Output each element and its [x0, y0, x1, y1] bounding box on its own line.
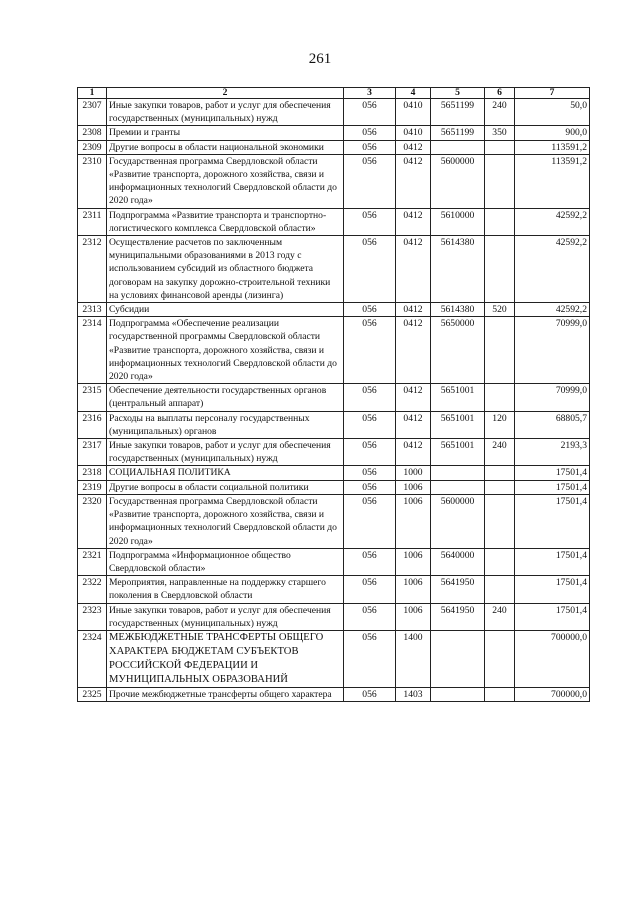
row-name: Обеспечение деятельности государственных органов (центральный аппарат) — [107, 384, 344, 411]
row-col4: 1400 — [396, 630, 431, 687]
table-row — [78, 99, 590, 126]
row-col4: 0412 — [396, 208, 431, 235]
row-col6 — [485, 154, 515, 208]
table-row — [78, 384, 590, 411]
row-name: Государственная программа Свердловской области «Развитие транспорта, дорожного хозяйства, связи и информационных технологий Свердловской области до 2020 года» — [107, 494, 344, 548]
row-number: 2314 — [78, 317, 107, 384]
row-col6 — [485, 548, 515, 575]
row-col5 — [431, 687, 485, 701]
column-header: 6 — [485, 88, 515, 99]
row-amount: 17501,4 — [515, 480, 590, 494]
table-row — [78, 236, 590, 303]
row-number: 2318 — [78, 466, 107, 480]
row-number: 2324 — [78, 630, 107, 687]
row-col5: 5614380 — [431, 236, 485, 303]
row-col5: 5641950 — [431, 603, 485, 630]
row-col4: 0412 — [396, 140, 431, 154]
column-header: 2 — [107, 88, 344, 99]
table-row — [78, 303, 590, 317]
row-col5 — [431, 466, 485, 480]
row-col5 — [431, 630, 485, 687]
row-amount: 700000,0 — [515, 630, 590, 687]
row-amount: 70999,0 — [515, 384, 590, 411]
row-col4: 0412 — [396, 411, 431, 438]
table-row — [78, 576, 590, 603]
row-col6: 120 — [485, 411, 515, 438]
row-col3: 056 — [344, 317, 396, 384]
row-name: Субсидии — [107, 303, 344, 317]
row-number: 2319 — [78, 480, 107, 494]
row-col4: 0412 — [396, 303, 431, 317]
row-col6 — [485, 576, 515, 603]
row-col3: 056 — [344, 466, 396, 480]
row-col6 — [485, 317, 515, 384]
table-row — [78, 494, 590, 548]
row-col3: 056 — [344, 548, 396, 575]
row-number: 2317 — [78, 439, 107, 466]
row-number: 2310 — [78, 154, 107, 208]
row-col5: 5650000 — [431, 317, 485, 384]
row-col5: 5640000 — [431, 548, 485, 575]
row-name: Подпрограмма «Обеспечение реализации государственной программы Свердловской области «Развитие транспорта, дорожного хозяйства, связи и информационных технологий Свердловской области до 2020 года» — [107, 317, 344, 384]
row-col5 — [431, 140, 485, 154]
page-number: 261 — [308, 51, 332, 67]
row-col5: 5651001 — [431, 384, 485, 411]
row-number: 2313 — [78, 303, 107, 317]
row-col6 — [485, 140, 515, 154]
row-amount: 17501,4 — [515, 576, 590, 603]
row-col3: 056 — [344, 303, 396, 317]
row-amount: 70999,0 — [515, 317, 590, 384]
row-amount: 700000,0 — [515, 687, 590, 701]
row-col4: 0412 — [396, 317, 431, 384]
column-header: 1 — [78, 88, 107, 99]
row-col4: 1000 — [396, 466, 431, 480]
row-name: Иные закупки товаров, работ и услуг для обеспечения государственных (муниципальных) нужд — [107, 439, 344, 466]
header-row — [78, 88, 590, 99]
row-col3: 056 — [344, 236, 396, 303]
row-name: Иные закупки товаров, работ и услуг для обеспечения государственных (муниципальных) нужд — [107, 603, 344, 630]
row-col5: 5641950 — [431, 576, 485, 603]
row-col6: 240 — [485, 99, 515, 126]
column-header: 5 — [431, 88, 485, 99]
row-amount: 113591,2 — [515, 140, 590, 154]
row-col3: 056 — [344, 126, 396, 140]
row-col3: 056 — [344, 480, 396, 494]
table-row — [78, 140, 590, 154]
row-amount: 900,0 — [515, 126, 590, 140]
table-row — [78, 439, 590, 466]
row-col3: 056 — [344, 99, 396, 126]
row-col3: 056 — [344, 140, 396, 154]
row-col5: 5600000 — [431, 494, 485, 548]
row-amount: 42592,2 — [515, 208, 590, 235]
row-number: 2321 — [78, 548, 107, 575]
column-header: 7 — [515, 88, 590, 99]
row-col3: 056 — [344, 154, 396, 208]
table-row — [78, 208, 590, 235]
row-col6 — [485, 236, 515, 303]
row-col4: 0410 — [396, 126, 431, 140]
row-col6: 240 — [485, 439, 515, 466]
row-number: 2307 — [78, 99, 107, 126]
table-row — [78, 548, 590, 575]
row-col6: 350 — [485, 126, 515, 140]
row-col4: 1006 — [396, 576, 431, 603]
row-number: 2312 — [78, 236, 107, 303]
table-row — [78, 411, 590, 438]
row-col6 — [485, 630, 515, 687]
table-row — [78, 630, 590, 687]
row-name: МЕЖБЮДЖЕТНЫЕ ТРАНСФЕРТЫ ОБЩЕГО ХАРАКТЕРА БЮДЖЕТАМ СУБЪЕКТОВ РОССИЙСКОЙ ФЕДЕРАЦИИ И МУНИЦИПАЛЬНЫХ ОБРАЗОВАНИЙ — [107, 630, 344, 687]
row-col3: 056 — [344, 494, 396, 548]
table-row — [78, 480, 590, 494]
row-amount: 17501,4 — [515, 466, 590, 480]
row-name: Премии и гранты — [107, 126, 344, 140]
row-col4: 0412 — [396, 439, 431, 466]
row-col3: 056 — [344, 411, 396, 438]
row-amount: 50,0 — [515, 99, 590, 126]
row-col5: 5600000 — [431, 154, 485, 208]
table-row — [78, 154, 590, 208]
row-col4: 0412 — [396, 154, 431, 208]
row-col3: 056 — [344, 576, 396, 603]
row-number: 2322 — [78, 576, 107, 603]
row-number: 2323 — [78, 603, 107, 630]
row-col4: 1006 — [396, 603, 431, 630]
row-col4: 1006 — [396, 494, 431, 548]
row-number: 2315 — [78, 384, 107, 411]
row-col4: 1006 — [396, 480, 431, 494]
row-name: Государственная программа Свердловской области «Развитие транспорта, дорожного хозяйства, связи и информационных технологий Свердловской области до 2020 года» — [107, 154, 344, 208]
row-col6: 520 — [485, 303, 515, 317]
column-header: 3 — [344, 88, 396, 99]
row-col5: 5651199 — [431, 99, 485, 126]
row-col5: 5651199 — [431, 126, 485, 140]
row-col6 — [485, 384, 515, 411]
table-row — [78, 317, 590, 384]
row-col4: 1006 — [396, 548, 431, 575]
row-col4: 0410 — [396, 99, 431, 126]
table-row — [78, 603, 590, 630]
row-number: 2320 — [78, 494, 107, 548]
row-number: 2309 — [78, 140, 107, 154]
budget-table — [77, 87, 590, 702]
row-col5: 5610000 — [431, 208, 485, 235]
row-name: СОЦИАЛЬНАЯ ПОЛИТИКА — [107, 466, 344, 480]
row-name: Подпрограмма «Развитие транспорта и транспортно-логистического комплекса Свердловской области» — [107, 208, 344, 235]
row-name: Другие вопросы в области национальной экономики — [107, 140, 344, 154]
row-col3: 056 — [344, 384, 396, 411]
row-amount: 113591,2 — [515, 154, 590, 208]
row-col6 — [485, 687, 515, 701]
row-name: Другие вопросы в области социальной политики — [107, 480, 344, 494]
row-name: Прочие межбюджетные трансферты общего характера — [107, 687, 344, 701]
row-col4: 1403 — [396, 687, 431, 701]
row-amount: 17501,4 — [515, 494, 590, 548]
table-row — [78, 687, 590, 701]
row-name: Мероприятия, направленные на поддержку старшего поколения в Свердловской области — [107, 576, 344, 603]
row-amount: 42592,2 — [515, 236, 590, 303]
row-col3: 056 — [344, 208, 396, 235]
row-col5: 5614380 — [431, 303, 485, 317]
row-amount: 2193,3 — [515, 439, 590, 466]
row-col6: 240 — [485, 603, 515, 630]
row-col5: 5651001 — [431, 411, 485, 438]
row-col5 — [431, 480, 485, 494]
row-name: Иные закупки товаров, работ и услуг для обеспечения государственных (муниципальных) нужд — [107, 99, 344, 126]
table-row — [78, 466, 590, 480]
row-name: Осуществление расчетов по заключенным муниципальными образованиями в 2013 году с использованием субсидий из областного бюджета договорам на закупку дорожно-строительной техники на условиях финансовой аренды (лизинга) — [107, 236, 344, 303]
row-number: 2308 — [78, 126, 107, 140]
row-col3: 056 — [344, 687, 396, 701]
row-number: 2311 — [78, 208, 107, 235]
row-col6 — [485, 494, 515, 548]
table-row — [78, 126, 590, 140]
row-col4: 0412 — [396, 384, 431, 411]
row-col3: 056 — [344, 439, 396, 466]
column-header: 4 — [396, 88, 431, 99]
row-name: Подпрограмма «Информационное общество Свердловской области» — [107, 548, 344, 575]
row-amount: 17501,4 — [515, 548, 590, 575]
row-col6 — [485, 480, 515, 494]
row-col4: 0412 — [396, 236, 431, 303]
row-amount: 17501,4 — [515, 603, 590, 630]
row-col3: 056 — [344, 630, 396, 687]
row-col5: 5651001 — [431, 439, 485, 466]
row-col6 — [485, 466, 515, 480]
row-amount: 42592,2 — [515, 303, 590, 317]
row-number: 2325 — [78, 687, 107, 701]
row-number: 2316 — [78, 411, 107, 438]
row-col3: 056 — [344, 603, 396, 630]
row-amount: 68805,7 — [515, 411, 590, 438]
row-col6 — [485, 208, 515, 235]
row-name: Расходы на выплаты персоналу государственных (муниципальных) органов — [107, 411, 344, 438]
